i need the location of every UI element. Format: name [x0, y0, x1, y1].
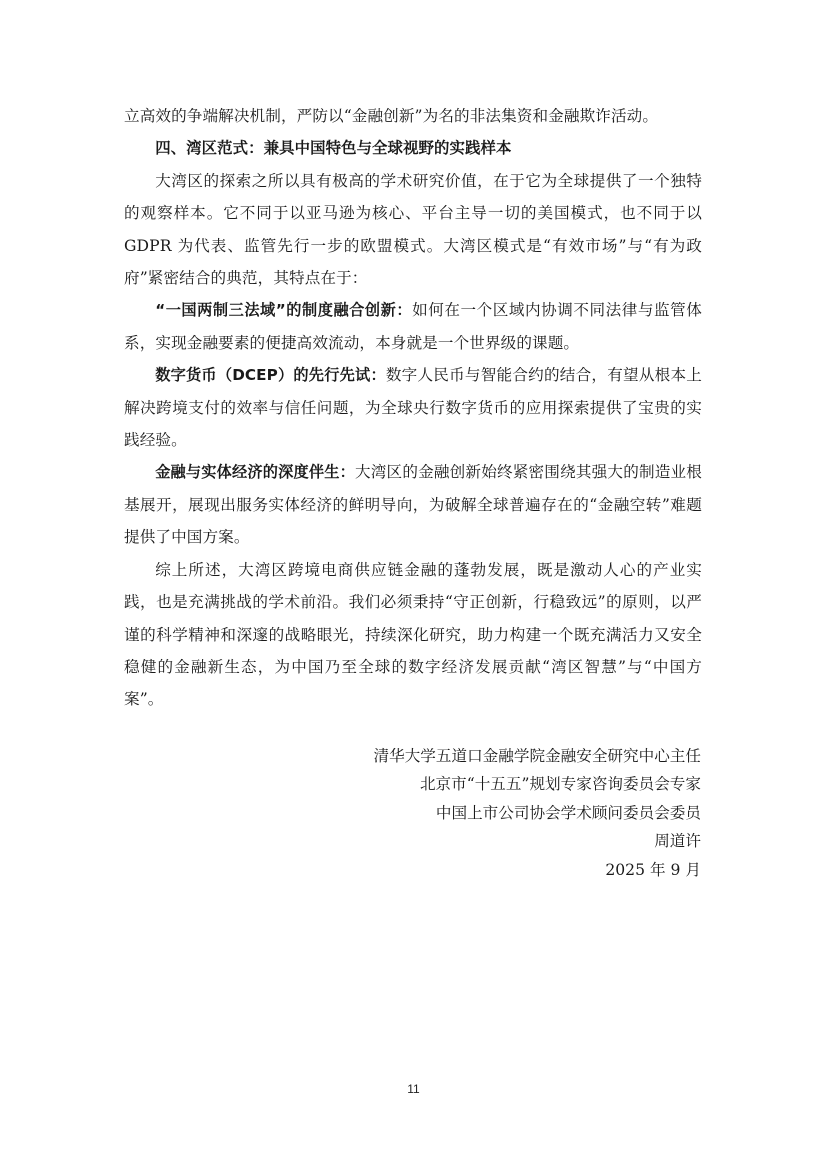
- page-number: 11: [407, 1082, 420, 1096]
- point-3-lead: 金融与实体经济的深度伴生：: [155, 463, 355, 482]
- paragraph-point-3: [124, 456, 702, 553]
- signature-title-1: 清华大学五道口金融学院金融安全研究中心主任: [373, 747, 701, 765]
- signature-name: 周道许: [654, 832, 701, 851]
- signature-title-2: 北京市“十五五”规划专家咨询委员会专家: [419, 775, 701, 794]
- body-text: [124, 100, 702, 716]
- paragraph-conclusion: 综上所述，大湾区跨境电商供应链金融的蓬勃发展，既是激动人心的产业实践，也是充满挑战的学术前沿。我们必须秉持“守正创新，行稳致远”的原则，以严谨的科学精神和深邃的战略眼光，持续深化研究，助力构建一个既充满活力又安全稳健的金融新生态，为中国乃至全球的数字经济发展贡献“湾区智慧”与“中国方案”。: [124, 560, 702, 709]
- point-1-lead: “一国两制三法域”的制度融合创新：: [155, 301, 413, 320]
- section-heading-text: 四、湾区范式：兼具中国特色与全球视野的实践样本: [155, 139, 512, 158]
- paragraph-point-2: [124, 359, 702, 456]
- signature-title-3: 中国上市公司协会学术顾问委员会委员: [435, 803, 701, 822]
- point-3-text: 大湾区的金融创新始终紧密围绕其强大的制造业根基展开，展现出服务实体经济的鲜明导向，为破解全球普遍存在的“金融空转”难题提供了中国方案。: [124, 463, 702, 547]
- point-2-text: 数字人民币与智能合约的结合，有望从根本上解决跨境支付的效率与信任问题，为全球央行数字货币的应用探索提供了宝贵的实践经验。: [124, 366, 702, 450]
- section-heading: [124, 132, 702, 164]
- paragraph-continuation: 立高效的争端解决机制，严防以“金融创新”为名的非法集资和金融欺诈活动。: [124, 107, 659, 125]
- point-1-text: 如何在一个区域内协调不同法律与监管体系，实现金融要素的便捷高效流动，本身就是一个世界级的课题。: [124, 301, 702, 352]
- point-2-lead: 数字货币（DCEP）的先行先试：: [155, 366, 386, 385]
- signature-block: [374, 742, 701, 884]
- paragraph-intro: 大湾区的探索之所以具有极高的学术研究价值，在于它为全球提供了一个独特的观察样本。它不同于以亚马逊为核心、平台主导一切的美国模式，也不同于以 GDPR 为代表、监管先行一步的欧盟模式。大湾区模式是“有效市场”与“有为政府”紧密结合的典范，其特点在于：: [124, 171, 702, 288]
- paragraph-point-1: [124, 294, 702, 359]
- signature-date: 2025 年 9 月: [605, 860, 701, 879]
